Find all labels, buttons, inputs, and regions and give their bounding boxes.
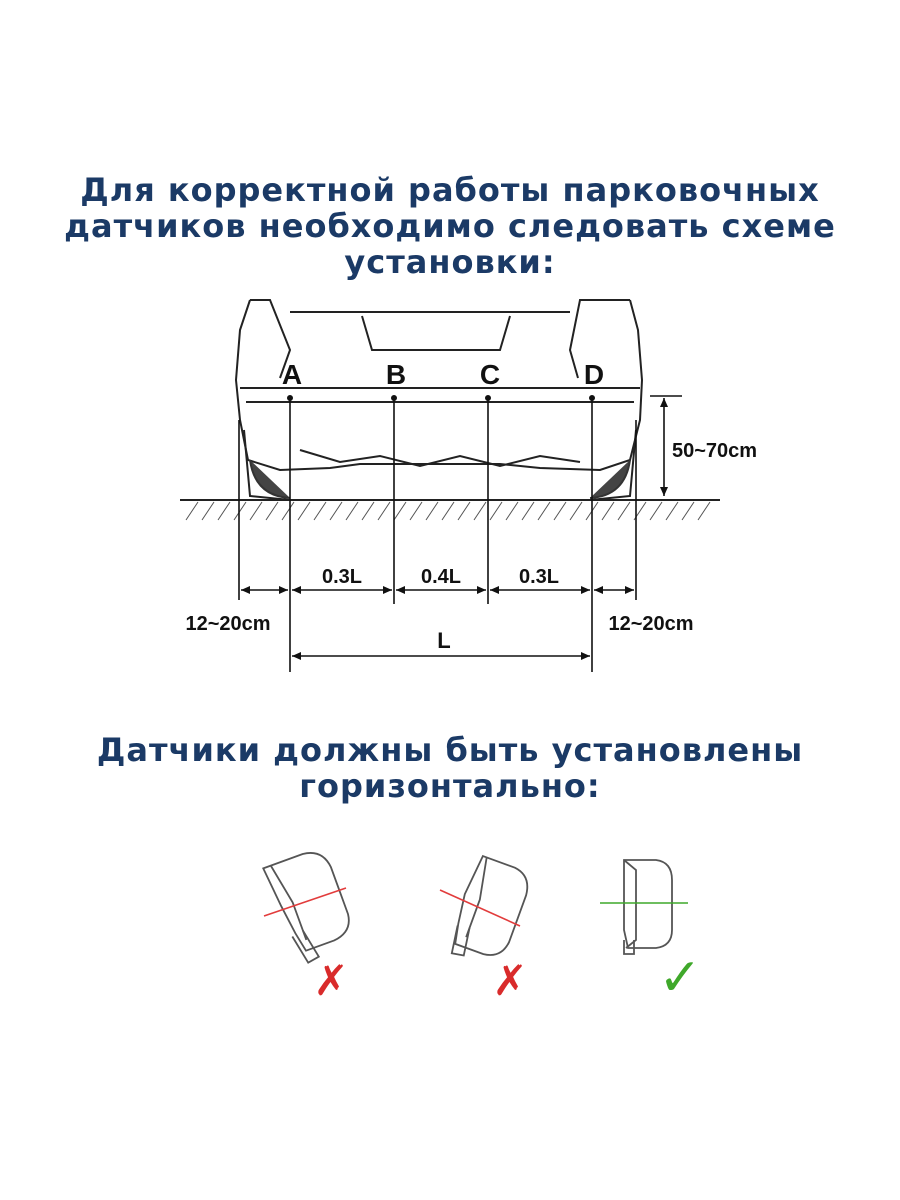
cross-icon: ✗ xyxy=(492,956,528,1005)
sensor-c xyxy=(480,359,500,401)
spacing-label-3: 0.3L xyxy=(518,566,560,588)
cross-icon: ✗ xyxy=(313,956,349,1005)
edge-left-label: 12~20cm xyxy=(185,613,271,635)
install-heading-line-3: установки: xyxy=(344,243,556,281)
car-rear-drawing xyxy=(236,300,642,500)
horizontal-heading-line-2: горизонтально: xyxy=(299,767,601,805)
ground-hatching xyxy=(186,502,710,520)
orientation-example-2 xyxy=(440,855,534,971)
horizontal-heading xyxy=(0,732,900,804)
checkmark-icon: ✓ xyxy=(658,948,702,1008)
sensor-d xyxy=(584,359,604,401)
spacing-label-2: 0.4L xyxy=(420,566,462,588)
edge-right-label: 12~20cm xyxy=(608,613,694,635)
sensor-letter: D xyxy=(583,359,605,390)
orientation-example-1 xyxy=(263,846,359,966)
sensor-b xyxy=(386,359,406,401)
spacing-label-1: 0.3L xyxy=(321,566,363,588)
sensor-letter: B xyxy=(385,359,407,390)
orientation-example-3 xyxy=(600,860,688,954)
sensor-letter: A xyxy=(281,359,303,390)
install-heading-line-2: датчиков необходимо следовать схеме xyxy=(64,207,836,245)
length-label: L xyxy=(437,628,451,653)
horizontal-heading-line-1: Датчики должны быть установлены xyxy=(96,731,804,769)
axis-line-tilted xyxy=(264,888,346,916)
install-heading-line-1: Для корректной работы парковочных xyxy=(80,171,820,209)
height-label: 50~70cm xyxy=(672,440,758,462)
sensor-a xyxy=(282,359,302,401)
sensor-letter: C xyxy=(479,359,501,390)
